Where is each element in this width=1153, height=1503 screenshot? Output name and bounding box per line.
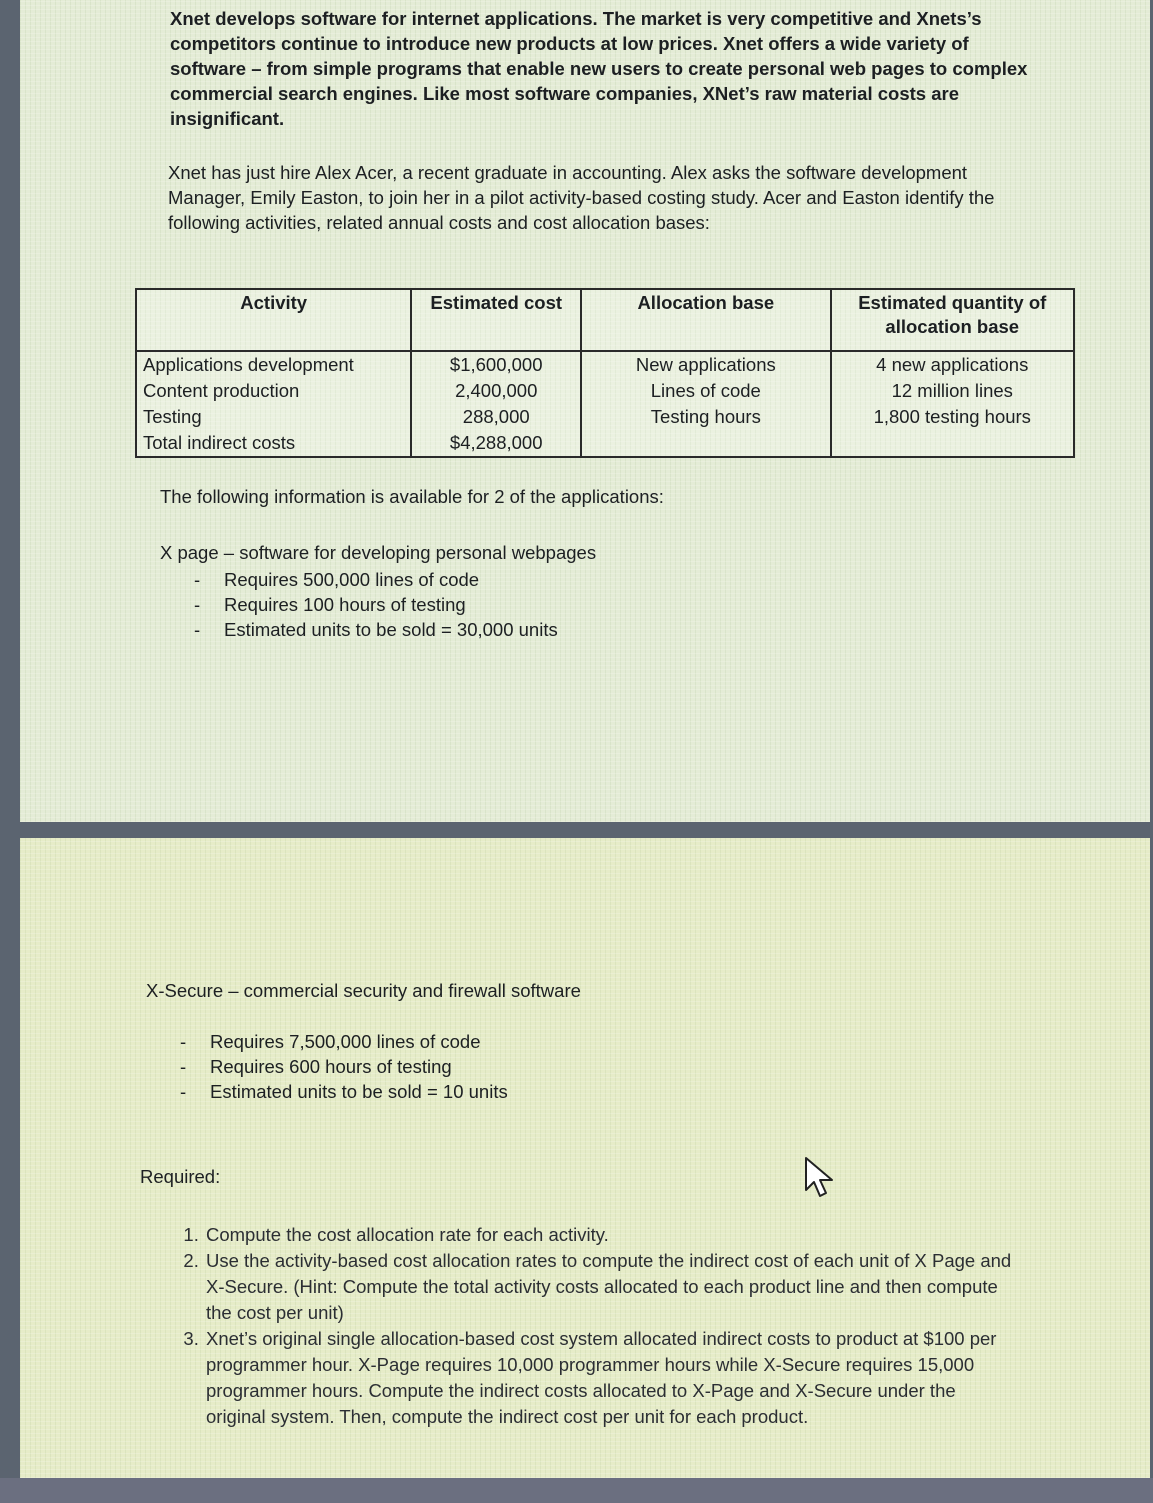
table-row: [136, 351, 1074, 378]
xsecure-list: [146, 1029, 581, 1104]
cell-cost: $1,600,000: [411, 351, 581, 378]
cell-base: Lines of code: [581, 378, 830, 404]
list-item: 3. Xnet’s original single allocation-based cost system allocated indirect costs to product at $100 per programmer hour. X-Page requires 10,000 programmer hours while X-Secure requires 15,000 programmer hours. Compute the indirect costs allocated to X-Page and X-Secure under the original system. Then, compute the indirect cost per unit for each product.: [204, 1326, 1014, 1430]
table-row: [136, 404, 1074, 430]
activity-cost-table: [135, 288, 1075, 458]
cell-quantity: 1,800 testing hours: [831, 404, 1074, 430]
header-estimated-quantity: Estimated quantity of allocation base: [831, 289, 1074, 351]
list-item: - Requires 500,000 lines of code: [194, 567, 596, 592]
cell-activity: Testing: [136, 404, 411, 430]
intro-paragraph: Xnet develops software for internet applications. The market is very competitive and Xnets’s competitors continue to introduce new products at low prices. Xnet offers a wide variety of software – from simple programs that enable new users to create personal web pages to complex commercial search engines. Like most software companies, XNet’s raw material costs are insignificant.: [170, 8, 1028, 129]
page-bottom: [20, 838, 1150, 1478]
xsecure-title: X-Secure – commercial security and firewall software: [146, 980, 581, 1001]
study-paragraph: Xnet has just hire Alex Acer, a recent graduate in accounting. Alex asks the software development Manager, Emily Easton, to join her in a pilot activity-based costing study. Acer and Easton identify the following activities, related annual costs and cost allocation bases:: [168, 162, 995, 233]
cell-base: [581, 430, 830, 457]
page-top: [20, 0, 1150, 822]
list-item: - Requires 7,500,000 lines of code: [180, 1029, 581, 1054]
xpage-section: [160, 540, 596, 642]
header-allocation-base: Allocation base: [581, 289, 830, 351]
table-row: [136, 378, 1074, 404]
cell-cost: 288,000: [411, 404, 581, 430]
table-row-total: [136, 430, 1074, 457]
info-paragraph: The following information is available for 2 of the applications:: [160, 486, 664, 507]
xpage-title: X page – software for developing personal webpages: [160, 542, 597, 563]
mouse-pointer-icon: [802, 1156, 842, 1200]
list-item: - Requires 600 hours of testing: [180, 1054, 581, 1079]
cell-base: Testing hours: [581, 404, 830, 430]
list-item: - Estimated units to be sold = 10 units: [180, 1079, 581, 1104]
cell-quantity: 12 million lines: [831, 378, 1074, 404]
cell-cost: 2,400,000: [411, 378, 581, 404]
screen-bottom-bezel: [0, 1478, 1153, 1503]
required-list: [170, 1222, 1014, 1430]
cell-quantity: 4 new applications: [831, 351, 1074, 378]
xsecure-section: [146, 978, 581, 1104]
list-item: 2. Use the activity-based cost allocation rates to compute the indirect cost of each unit of X Page and X-Secure. (Hint: Compute the total activity costs allocated to each product line and then compute the cost per unit): [204, 1248, 1014, 1326]
header-estimated-cost: Estimated cost: [411, 289, 581, 351]
cell-cost: $4,288,000: [411, 430, 581, 457]
required-label: Required:: [140, 1166, 221, 1187]
cell-activity: Total indirect costs: [136, 430, 411, 457]
cell-activity: Content production: [136, 378, 411, 404]
cell-base: New applications: [581, 351, 830, 378]
list-item: 1. Compute the cost allocation rate for each activity.: [204, 1222, 1014, 1248]
header-activity: Activity: [136, 289, 411, 351]
table-header-row: [136, 289, 1074, 351]
list-item: - Estimated units to be sold = 30,000 units: [194, 617, 596, 642]
list-item: - Requires 100 hours of testing: [194, 592, 596, 617]
cell-activity: Applications development: [136, 351, 411, 378]
cell-quantity: [831, 430, 1074, 457]
xpage-list: [160, 567, 596, 642]
